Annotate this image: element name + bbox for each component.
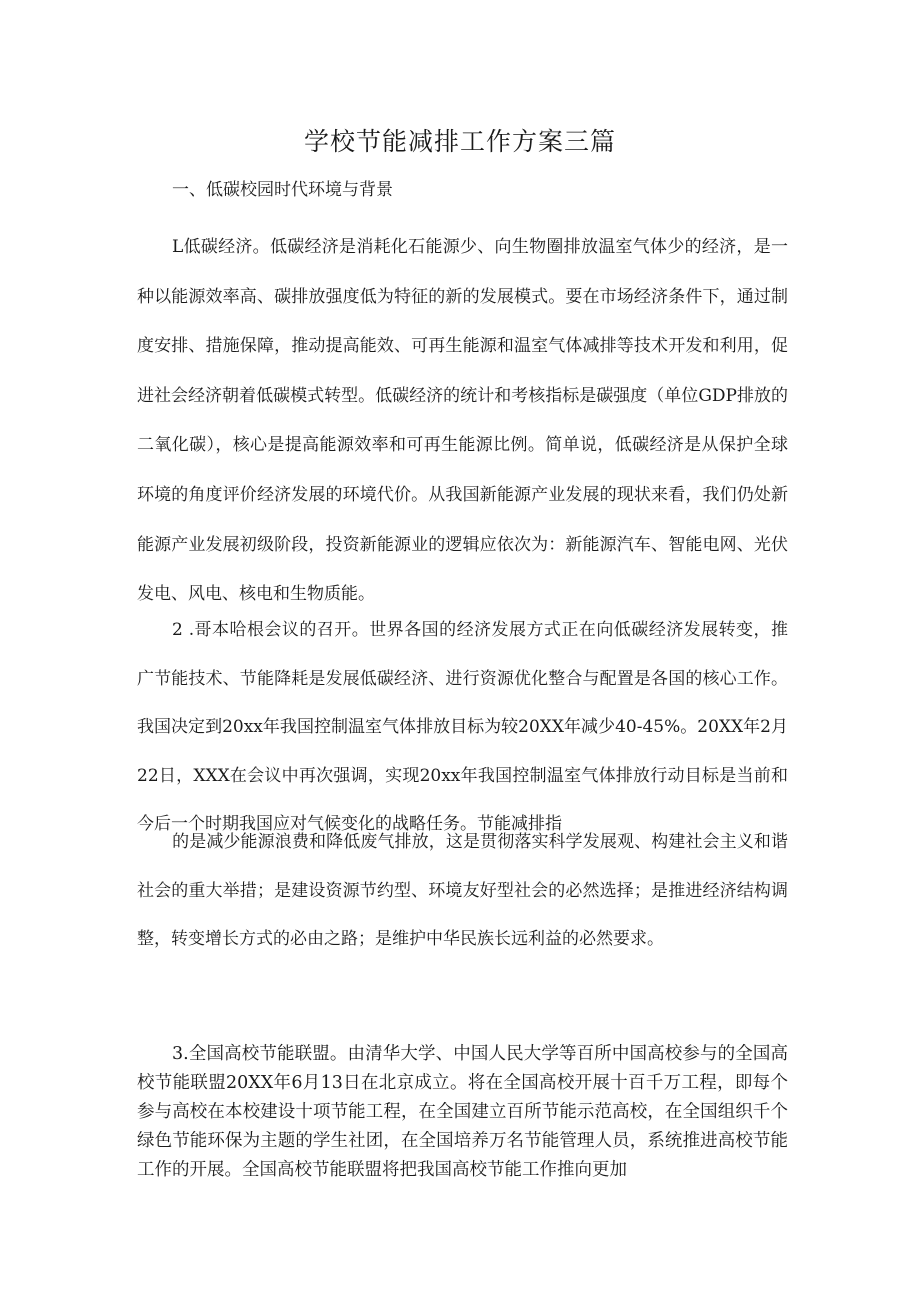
- paragraph-low-carbon-economy: [137, 223, 788, 620]
- paragraph-text: L低碳经济。低碳经济是消耗化石能源少、向生物圈排放温室气体少的经济，是一种以能源效率高、碳排放强度低为特征的新的发展模式。要在市场经济条件下，通过制度安排、措施保障，推动提高能效、可再生能源和温室气体减排等技术开发和利用，促进社会经济朝着低碳模式转型。低碳经济的统计和考核指标是碳强度（单位GDP排放的二氧化碳），核心是提高能源效率和可再生能源比例。简单说，低碳经济是从保护全球环境的角度评价经济发展的环境代价。从我国新能源产业发展的现状来看，我们仍处新能源产业发展初级阶段，投资新能源业的逻辑应依次为：新能源汽车、智能电网、光伏发电、风电、核电和生物质能。: [137, 237, 788, 605]
- paragraph-text: 2 .哥本哈根会议的召开。世界各国的经济发展方式正在向低碳经济发展转变，推广节能技术、节能降耗是发展低碳经济、进行资源优化整合与配置是各国的核心工作。我国决定到20xx年我国控制温室气体排放目标为较20XX年减少40-45%。20XX年2月22日，XXX在会议中再次强调，实现20xx年我国控制温室气体排放行动目标是当前和今后一个时期我国应对气候变化的战略任务。节能减排指: [137, 620, 788, 835]
- paragraph-energy-saving-meaning: [137, 818, 788, 964]
- paragraph-copenhagen-meeting: [137, 606, 788, 849]
- paragraph-text: 的是减少能源浪费和降低废气排放，这是贯彻落实科学发展观、构建社会主义和谐社会的重大举措；是建设资源节约型、环境友好型社会的必然选择；是推进经济结构调整，转变增长方式的必由之路；是维护中华民族长远利益的必然要求。: [137, 832, 788, 949]
- paragraph-university-alliance: [137, 1040, 788, 1185]
- document-title: 学校节能减排工作方案三篇: [303, 127, 616, 156]
- section-heading: 一、低碳校园时代环境与背景: [172, 180, 393, 200]
- paragraph-text: 3.全国高校节能联盟。由清华大学、中国人民大学等百所中国高校参与的全国高校节能联盟20XX年6月13日在北京成立。将在全国高校开展十百千万工程，即每个参与高校在本校建设十项节能工程，在全国建立百所节能示范高校，在全国组织千个绿色节能环保为主题的学生社团，在全国培养万名节能管理人员，系统推进高校节能工作的开展。全国高校节能联盟将把我国高校节能工作推向更加: [137, 1044, 788, 1180]
